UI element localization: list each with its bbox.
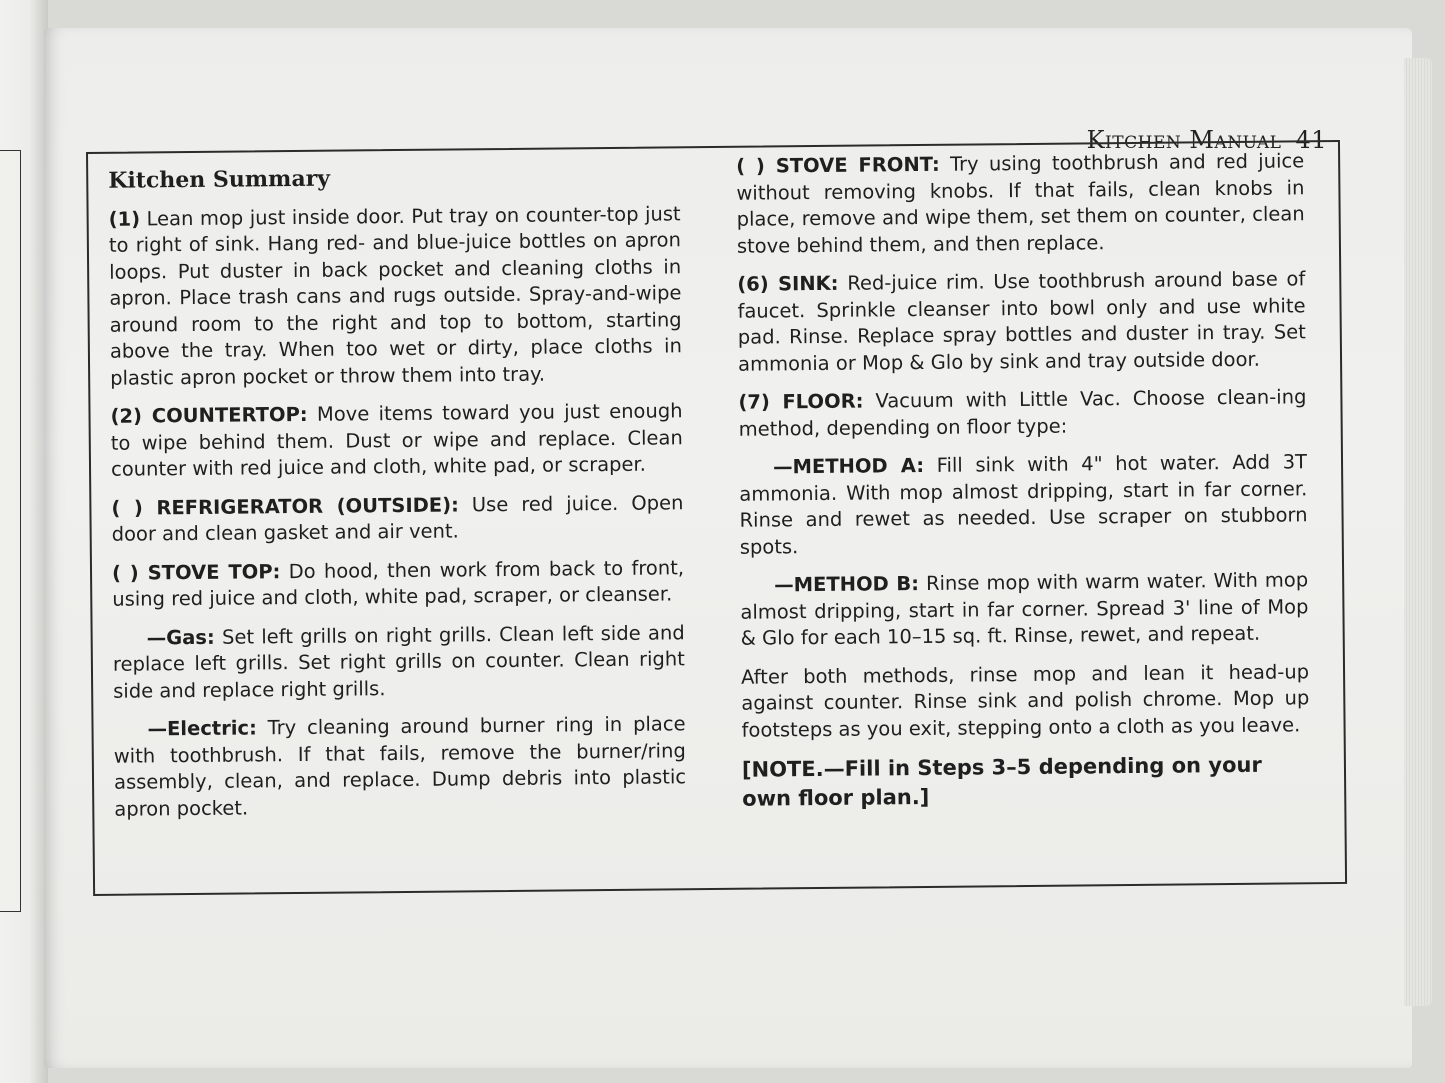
page-stack-edge — [1404, 58, 1432, 1006]
facing-page-box — [0, 150, 21, 912]
summary-box — [86, 140, 1347, 896]
step-paragraph: ( ) REFRIGERATOR (OUTSIDE): Use red juice. Open door and clean gasket and air vent. — [111, 490, 684, 546]
left-column — [108, 154, 686, 834]
note-paragraph: [NOTE.—Fill in Steps 3–5 depending on your own floor plan.] — [741, 752, 1262, 811]
section-title: Kitchen Manual — [1086, 126, 1282, 154]
step-paragraph: ( ) STOVE TOP: Do hood, then work from back to front, using red juice and cloth, white pad, scraper, or cleanser. — [111, 555, 685, 611]
step-paragraph: (6) SINK: Red-juice rim. Use toothbrush around base of faucet. Sprinkle cleanser into bowl only and use white pad. Rinse. Replace spray bottles and duster in tray. Set ammonia or Mop & Glo by sink and tray outside door. — [737, 267, 1306, 376]
step-subparagraph: —METHOD A: Fill sink with 4" hot water. Add 3T ammonia. With mop almost dripping, start in far corner. Rinse and rewet as needed. Use scraper on stubborn spots. — [739, 450, 1308, 559]
step-paragraph: (2) COUNTERTOP: Move items toward you just enough to wipe behind them. Dust or wipe and replace. Clean counter with red juice and cloth, white pad, or scraper. — [110, 399, 683, 481]
right-column — [736, 148, 1310, 825]
summary-title: Kitchen Summary — [108, 165, 331, 194]
step-paragraph: ( ) STOVE FRONT: Try using toothbrush and red juice without removing knobs. If that fails, clean knobs in place, remove and wipe them, set them on counter, clean stove behind them, and then replace. — [736, 149, 1305, 258]
facing-page-edge — [0, 0, 48, 1083]
step-subparagraph: —METHOD B: Rinse mop with warm water. With mop almost dripping, start in far corner. Spread 3' line of Mop & Glo for each 10–15 sq. ft. Rinse, rewet, and repeat. — [740, 568, 1309, 650]
step-paragraph: (7) FLOOR: Vacuum with Little Vac. Choose clean-ing method, depending on floor type: — [738, 385, 1307, 441]
step-subparagraph: —Gas: Set left grills on right grills. Clean left side and replace left grills. Set right grills on counter. Clean right side and replace right grills. — [112, 620, 686, 703]
page-number: 41 — [1295, 126, 1327, 154]
step-subparagraph: —Electric: Try cleaning around burner ring in place with toothbrush. If that fails, remove the burner/ring assembly, clean, and replace. Dump debris into plastic apron pocket. — [113, 712, 687, 821]
step-paragraph: After both methods, rinse mop and lean it head-up against counter. Rinse sink and polish chrome. Mop up footsteps as you exit, stepping onto a cloth as you leave. — [740, 659, 1310, 742]
step-paragraph: (1) Lean mop just inside door. Put tray on counter-top just to right of sink. Hang red- and blue-juice bottles on apron loops. Put duster in back pocket and cleaning cloths in apron. Place trash cans and rugs outside. Spray-and-wipe around room to the right and top to bottom, starting above the tray. When too wet or dirty, place cloths in plastic apron pocket or throw them into tray. — [108, 201, 682, 390]
